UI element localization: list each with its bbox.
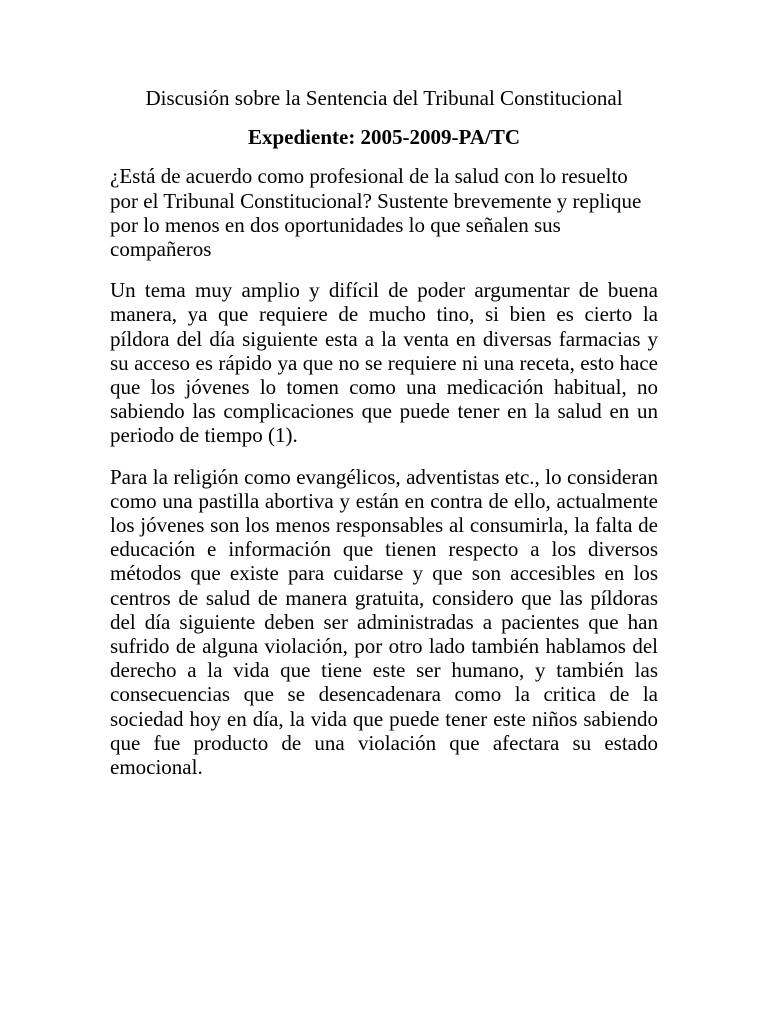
document-body — [110, 86, 658, 779]
document-subtitle: Expediente: 2005-2009-PA/TC — [247, 125, 520, 150]
paragraph-2: Para la religión como evangélicos, adventistas etc., lo consideran como una pastilla abortiva y están en contra de ello, actualmente los jóvenes son los menos responsables al consumirla, la falta de educación e información que tienen respecto a los diversos métodos que existe para cuidarse y que son accesibles en los centros de salud de manera gratuita, considero que las píldoras del día siguiente deben ser administradas a pacientes que han sufrido de alguna violación, por otro lado también hablamos del derecho a la vida que tiene este ser humano, y también las consecuencias que se desencadenara como la critica de la sociedad hoy en día, la vida que puede tener este niños sabiendo que fue producto de una violación que afectara su estado emocional. — [110, 464, 658, 780]
document-title: Discusión sobre la Sentencia del Tribunal Constitucional — [145, 86, 623, 110]
paragraph-1: Un tema muy amplio y difícil de poder argumentar de buena manera, ya que requiere de mucho tino, si bien es cierto la píldora del día siguiente esta a la venta en diversas farmacias y su acceso es rápido ya que no se requiere ni una receta, esto hace que los jóvenes lo tomen como una medicación habitual, no sabiendo las complicaciones que puede tener en la salud en un periodo de tiempo (1). — [110, 278, 658, 448]
discussion-question: ¿Está de acuerdo como profesional de la salud con lo resuelto por el Tribunal Constitucional? Sustente brevemente y replique por lo menos en dos oportunidades lo que señalen sus compañeros — [110, 164, 642, 262]
